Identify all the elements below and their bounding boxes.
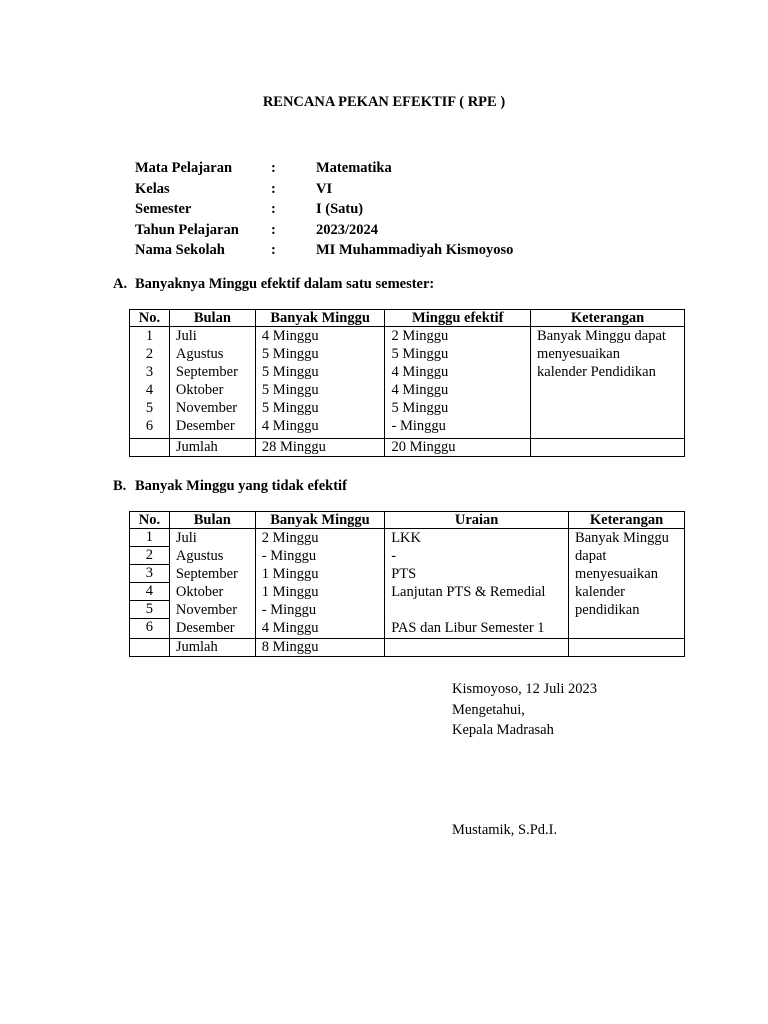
section-letter: A.: [113, 276, 128, 292]
section-a-heading: [113, 276, 434, 293]
row-number: 2: [130, 547, 169, 565]
total-effective: 20 Minggu: [385, 439, 531, 457]
week-count: 4 Minggu: [261, 620, 319, 636]
total-empty-cell: [385, 639, 569, 657]
week-count: 1 Minggu: [261, 584, 319, 600]
column-header: Uraian: [385, 512, 569, 529]
note-line: pendidikan: [575, 602, 640, 618]
row-number: 4: [145, 382, 154, 398]
effective-count: 2 Minggu: [391, 328, 449, 344]
section-letter: B.: [113, 478, 127, 494]
week-count: - Minggu: [261, 602, 317, 618]
info-row: [135, 240, 513, 261]
note-cell: [531, 327, 685, 439]
total-empty-cell: [130, 639, 170, 657]
info-value: I (Satu): [316, 201, 364, 217]
total-row: [130, 639, 685, 657]
section-title: Banyak Minggu yang tidak efektif: [135, 478, 347, 494]
row-number: 4: [130, 583, 169, 601]
month: November: [175, 400, 238, 416]
month-cell: [169, 529, 255, 639]
signer-name: Mustamik, S.Pd.I.: [452, 822, 558, 838]
info-label: Nama Sekolah: [135, 242, 225, 258]
row-number: 5: [130, 601, 169, 619]
month: Desember: [175, 418, 235, 434]
info-value: MI Muhammadiyah Kismoyoso: [316, 242, 514, 258]
description: PAS dan Libur Semester 1: [391, 620, 545, 636]
info-value: Matematika: [316, 160, 392, 176]
column-header: Keterangan: [531, 310, 685, 327]
info-value: 2023/2024: [316, 221, 379, 238]
note-line: Banyak Minggu dapat: [537, 328, 666, 344]
week-count: 1 Minggu: [261, 566, 319, 582]
signature-block: [452, 679, 597, 741]
effective-weeks-table: [129, 309, 685, 457]
section-title: Banyaknya Minggu efektif dalam satu semester:: [135, 276, 435, 292]
month: Juli: [175, 530, 197, 546]
column-header: Banyak Minggu: [255, 310, 385, 327]
week-count: 4 Minggu: [261, 328, 319, 344]
total-empty-cell: [130, 439, 170, 457]
info-row: [135, 158, 513, 179]
week-count: - Minggu: [261, 548, 317, 564]
row-number: 3: [145, 364, 154, 380]
total-label: Jumlah: [169, 439, 255, 457]
column-header: No.: [130, 512, 170, 529]
month: September: [175, 364, 238, 380]
info-colon: :: [271, 160, 276, 176]
place-date: Kismoyoso, 12 Juli 2023: [452, 681, 598, 697]
info-colon: :: [271, 180, 276, 197]
note-line: dapat: [575, 548, 607, 564]
row-number: 6: [145, 418, 154, 434]
total-weeks: 8 Minggu: [255, 639, 384, 657]
weeks-cell: [255, 529, 384, 639]
note-line: menyesuaikan: [575, 566, 658, 582]
position-title: Kepala Madrasah: [452, 722, 554, 738]
total-empty-cell: [531, 439, 685, 457]
week-count: 5 Minggu: [261, 364, 319, 380]
info-label: Semester: [135, 201, 192, 217]
info-label: Kelas: [135, 180, 170, 197]
week-count: 4 Minggu: [261, 418, 319, 434]
row-number: 6: [145, 619, 154, 635]
row-number: 2: [145, 346, 154, 362]
info-row: [135, 220, 513, 241]
acknowledged-label: Mengetahui,: [452, 701, 525, 718]
effective-count: - Minggu: [391, 418, 446, 434]
row-number: 1: [145, 328, 154, 344]
description: LKK: [391, 530, 422, 546]
table-row: [130, 327, 685, 439]
note-line: Banyak Minggu: [575, 530, 669, 546]
number-cell: [130, 529, 170, 639]
description: PTS: [391, 566, 417, 582]
column-header: Keterangan: [569, 512, 685, 529]
weeks-cell: [255, 327, 385, 439]
table-header-row: [130, 512, 685, 529]
section-b-heading: [113, 478, 347, 495]
month: Juli: [175, 328, 197, 344]
column-header: Minggu efektif: [385, 310, 531, 327]
month: Oktober: [175, 382, 224, 398]
effective-count: 4 Minggu: [391, 364, 449, 380]
week-count: 2 Minggu: [261, 530, 319, 546]
note-cell: [569, 529, 685, 639]
effective-count: 4 Minggu: [391, 382, 449, 398]
subject-info: [135, 158, 513, 261]
info-colon: :: [271, 221, 276, 238]
effective-count: 5 Minggu: [391, 346, 449, 362]
note-line: kalender Pendidikan: [537, 364, 656, 380]
document-title: RENCANA PEKAN EFEKTIF ( RPE ): [262, 94, 506, 110]
month: Agustus: [175, 346, 224, 362]
column-header: Banyak Minggu: [255, 512, 384, 529]
non-effective-weeks-table: [129, 511, 685, 657]
total-label: Jumlah: [169, 639, 255, 657]
table-row: [130, 529, 685, 639]
description: [391, 601, 562, 619]
info-row: [135, 199, 513, 220]
description: Lanjutan PTS & Remedial: [391, 584, 546, 600]
week-count: 5 Minggu: [261, 346, 319, 362]
row-number: 1: [130, 529, 169, 547]
column-header: Bulan: [169, 512, 255, 529]
info-label: Mata Pelajaran: [135, 160, 233, 176]
month: September: [175, 566, 238, 582]
number-cell: [130, 327, 170, 439]
total-row: [130, 439, 685, 457]
month: November: [175, 602, 238, 618]
info-label: Tahun Pelajaran: [135, 221, 239, 238]
month-cell: [169, 327, 255, 439]
info-value: VI: [316, 180, 333, 197]
week-count: 5 Minggu: [261, 400, 319, 416]
month: Oktober: [175, 584, 224, 600]
effective-count: 5 Minggu: [391, 400, 449, 416]
month: Agustus: [175, 548, 224, 564]
column-header: No.: [130, 310, 170, 327]
column-header: Bulan: [169, 310, 255, 327]
effective-cell: [385, 327, 531, 439]
info-colon: :: [271, 242, 276, 258]
table-header-row: [130, 310, 685, 327]
description-cell: [385, 529, 569, 639]
note-line: menyesuaikan: [537, 346, 620, 362]
row-number: 3: [130, 565, 169, 583]
month: Desember: [175, 620, 235, 636]
row-number: 5: [145, 400, 154, 416]
week-count: 5 Minggu: [261, 382, 319, 398]
info-colon: :: [271, 201, 276, 217]
total-empty-cell: [569, 639, 685, 657]
note-line: kalender: [575, 584, 625, 600]
description: -: [391, 548, 397, 564]
total-weeks: 28 Minggu: [255, 439, 385, 457]
info-row: [135, 179, 513, 200]
